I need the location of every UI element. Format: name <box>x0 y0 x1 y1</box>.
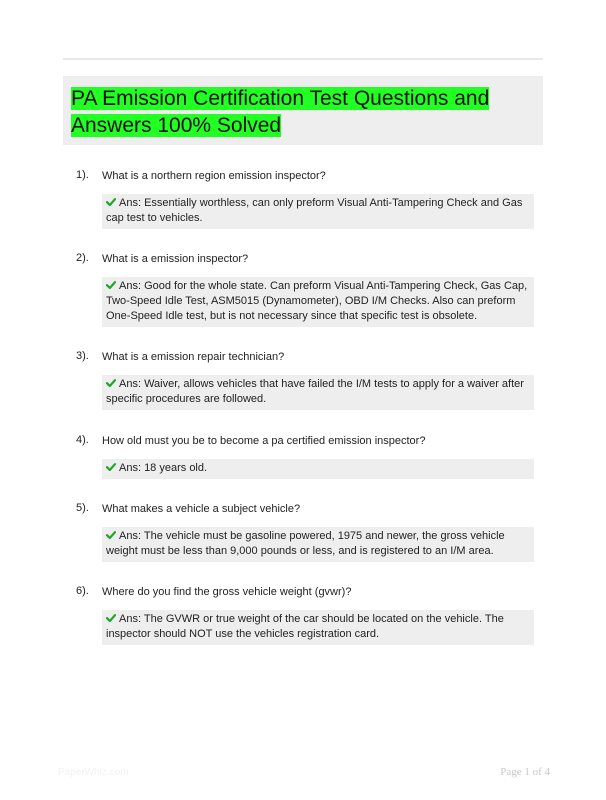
question-number: 2). <box>76 252 89 264</box>
answer-box <box>102 527 534 562</box>
question-row <box>76 168 536 186</box>
question-number: 6). <box>76 585 89 597</box>
question-text: What is a emission inspector? <box>102 253 249 265</box>
answer-box <box>102 375 534 410</box>
question-row <box>76 584 536 602</box>
page-number: Page 1 of 4 <box>500 766 550 778</box>
question-row <box>76 501 536 519</box>
check-icon <box>106 462 116 472</box>
qa-item-2 <box>76 251 536 322</box>
answer-text: Ans: Waiver, allows vehicles that have failed the I/M tests to apply for a waiver after specific procedures are followed. <box>106 378 524 405</box>
answer-text: Ans: The GVWR or true weight of the car should be located on the vehicle. The inspector should NOT use the vehicles registration card. <box>106 613 504 640</box>
question-number: 4). <box>76 434 89 446</box>
answer-box <box>102 194 534 229</box>
qa-item-6 <box>76 584 536 640</box>
top-divider <box>63 58 543 60</box>
qa-item-4 <box>76 433 536 474</box>
check-icon <box>106 280 116 290</box>
question-row <box>76 433 536 451</box>
answer-text: Ans: 18 years old. <box>119 462 208 474</box>
question-row <box>76 349 536 367</box>
question-number: 3). <box>76 350 89 362</box>
page-title <box>71 85 503 139</box>
answer-box <box>102 277 534 327</box>
qa-item-3 <box>76 349 536 405</box>
question-row <box>76 251 536 269</box>
title-highlight: PA Emission Certification Test Questions and Answers 100% Solved <box>71 87 490 137</box>
question-text: What is a northern region emission inspector? <box>102 170 326 182</box>
question-text: What makes a vehicle a subject vehicle? <box>102 503 301 515</box>
check-icon <box>106 530 116 540</box>
question-number: 1). <box>76 169 89 181</box>
question-text: What is a emission repair technician? <box>102 351 285 363</box>
check-icon <box>106 378 116 388</box>
answer-box <box>102 610 534 645</box>
answer-text: Ans: Essentially worthless, can only preform Visual Anti-Tampering Check and Gas cap test to vehicles. <box>106 197 523 224</box>
answer-text: Ans: The vehicle must be gasoline powered, 1975 and newer, the gross vehicle weight must be less than 9,000 pounds or less, and is registered to an I/M area. <box>106 530 505 557</box>
qa-item-5 <box>76 501 536 557</box>
answer-box <box>102 459 534 479</box>
check-icon <box>106 613 116 623</box>
check-icon <box>106 197 116 207</box>
watermark-text: PaperWhiz.com <box>58 767 129 778</box>
question-text: Where do you find the gross vehicle weight (gvwr)? <box>102 586 352 598</box>
question-text: How old must you be to become a pa certified emission inspector? <box>102 435 426 447</box>
title-banner <box>63 76 543 145</box>
answer-text: Ans: Good for the whole state. Can preform Visual Anti-Tampering Check, Gas Cap, Two-Speed Idle Test, ASM5015 (Dynamometer), OBD I/M Checks. Also can preform One-Speed Idle test, but is not necessary since that specific test is obsolete. <box>106 280 528 322</box>
qa-item-1 <box>76 168 536 224</box>
question-number: 5). <box>76 502 89 514</box>
